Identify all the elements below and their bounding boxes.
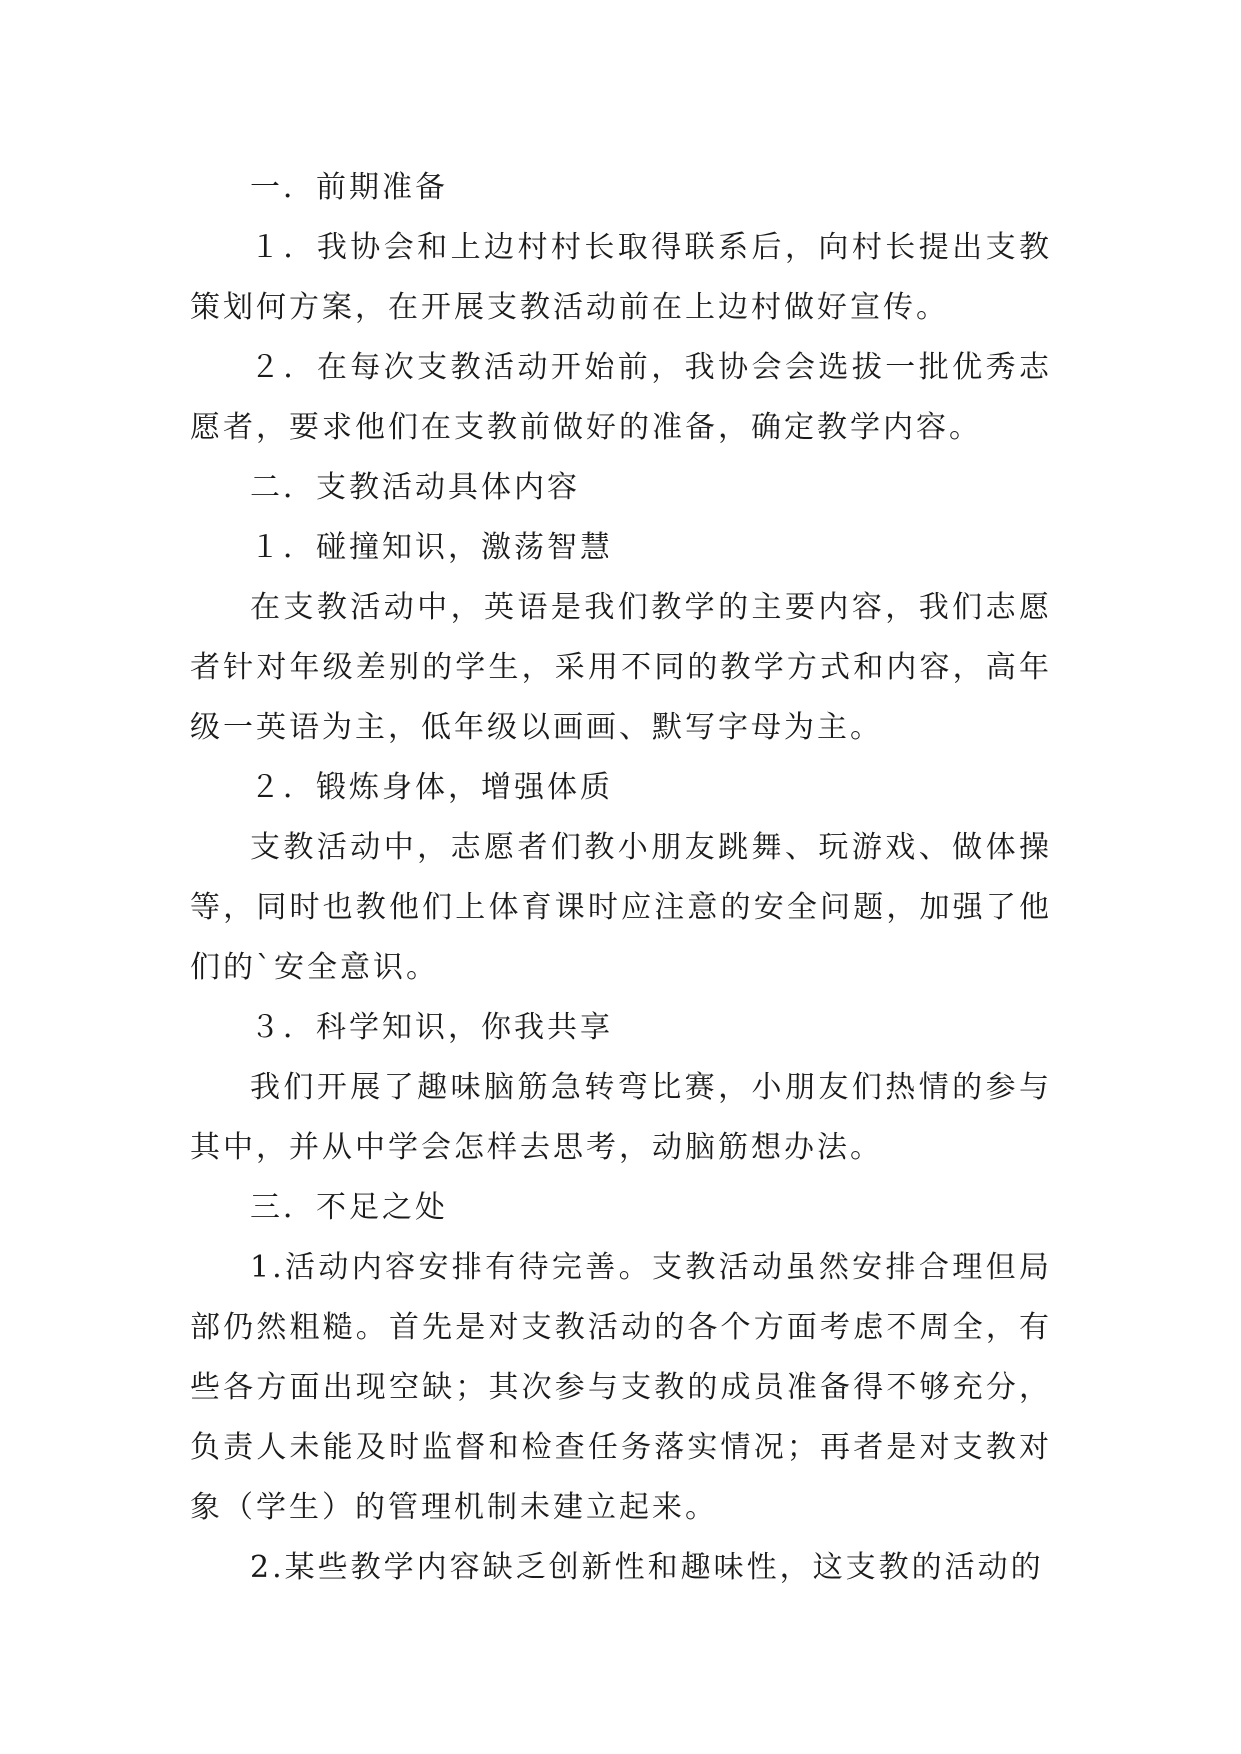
paragraph: 我们开展了趣味脑筋急转弯比赛，小朋友们热情的参与其中，并从中学会怎样去思考，动脑筋想办法。 xyxy=(190,1070,1052,1165)
document-body xyxy=(190,158,1052,1598)
subheading: ３．科学知识，你我共享 xyxy=(250,1010,613,1045)
section-heading-activity-content: 二．支教活动具体内容 xyxy=(250,470,580,505)
section-heading-shortcomings: 三．不足之处 xyxy=(250,1190,448,1225)
section-heading-preparation: 一．前期准备 xyxy=(250,170,448,205)
paragraph: 支教活动中，志愿者们教小朋友跳舞、玩游戏、做体操等，同时也教他们上体育课时应注意的安全问题，加强了他们的`安全意识。 xyxy=(190,830,1052,985)
subheading: ２．锻炼身体，增强体质 xyxy=(250,770,613,805)
paragraph: 2.某些教学内容缺乏创新性和趣味性，这支教的活动的 xyxy=(250,1550,1044,1585)
paragraph: 1.活动内容安排有待完善。支教活动虽然安排合理但局部仍然粗糙。首先是对支教活动的各个方面考虑不周全，有些各方面出现空缺；其次参与支教的成员准备得不够充分，负责人未能及时监督和检查任务落实情况；再者是对支教对象（学生）的管理机制未建立起来。 xyxy=(190,1250,1052,1525)
subheading: １．碰撞知识，激荡智慧 xyxy=(250,530,613,565)
paragraph: ２．在每次支教活动开始前，我协会会选拔一批优秀志愿者，要求他们在支教前做好的准备，确定教学内容。 xyxy=(190,350,1052,445)
paragraph: 在支教活动中，英语是我们教学的主要内容，我们志愿者针对年级差别的学生，采用不同的教学方式和内容，高年级一英语为主，低年级以画画、默写字母为主。 xyxy=(190,590,1052,745)
paragraph: １．我协会和上边村村长取得联系后，向村长提出支教策划何方案，在开展支教活动前在上边村做好宣传。 xyxy=(190,230,1052,325)
